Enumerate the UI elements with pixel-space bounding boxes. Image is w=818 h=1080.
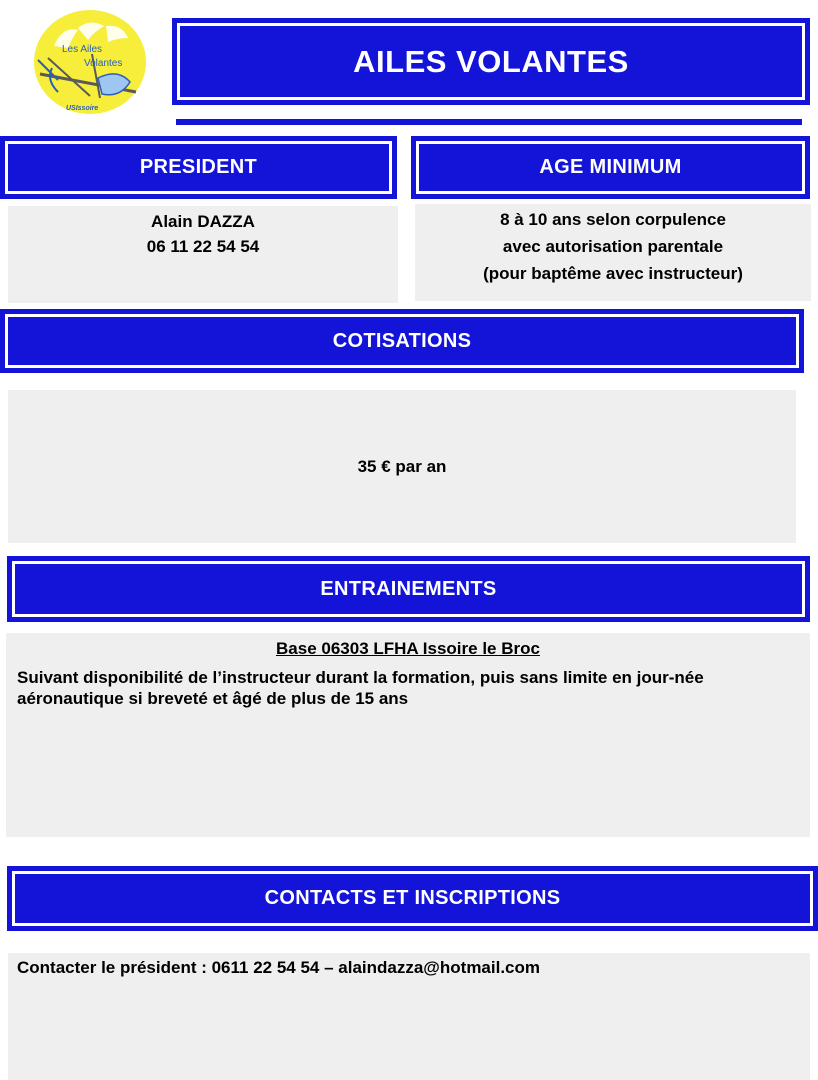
logo-text-line2: Volantes — [84, 58, 123, 69]
entrainements-heading-banner — [7, 556, 810, 622]
contacts-heading-banner — [7, 866, 818, 931]
page-title: AILES VOLANTES — [177, 23, 805, 100]
cotisations-heading: COTISATIONS — [5, 314, 799, 368]
entrainements-panel — [6, 633, 810, 837]
club-logo — [28, 8, 152, 122]
title-banner — [172, 18, 810, 105]
age-minimum-heading-banner — [411, 136, 810, 199]
age-minimum-panel — [415, 204, 811, 301]
age-minimum-line: 8 à 10 ans selon corpulence — [500, 210, 726, 229]
president-panel — [8, 206, 398, 303]
cotisations-heading-banner — [0, 309, 804, 373]
president-heading-banner — [0, 136, 397, 199]
contact-details: Contacter le président : 0611 22 54 54 – alaindazza@hotmail.com — [17, 958, 541, 977]
president-heading: PRESIDENT — [5, 141, 392, 194]
age-minimum-line: avec autorisation parentale — [502, 237, 724, 256]
contacts-heading: CONTACTS ET INSCRIPTIONS — [12, 871, 813, 926]
title-underline — [176, 119, 802, 125]
logo-text-line1: Les Ailes — [62, 44, 103, 55]
cotisations-panel — [8, 390, 796, 543]
logo-club-name: USIssoire — [66, 105, 99, 112]
cotisations-price: 35 € par an — [357, 457, 447, 476]
age-minimum-heading: AGE MINIMUM — [416, 141, 805, 194]
ulm-plane-logo-icon — [28, 8, 152, 122]
entrainements-heading: ENTRAINEMENTS — [12, 561, 805, 617]
president-name: Alain DAZZA — [151, 212, 255, 231]
contacts-panel — [8, 953, 810, 1080]
training-base: Base 06303 LFHA Issoire le Broc — [276, 639, 540, 658]
president-phone: 06 11 22 54 54 — [146, 237, 260, 256]
training-description: Suivant disponibilité de l’instructeur durant la formation, puis sans limite en jour-née aéronautique si breveté et âgé de plus de 15 ans — [17, 668, 704, 708]
age-minimum-line: (pour baptême avec instructeur) — [483, 264, 743, 283]
